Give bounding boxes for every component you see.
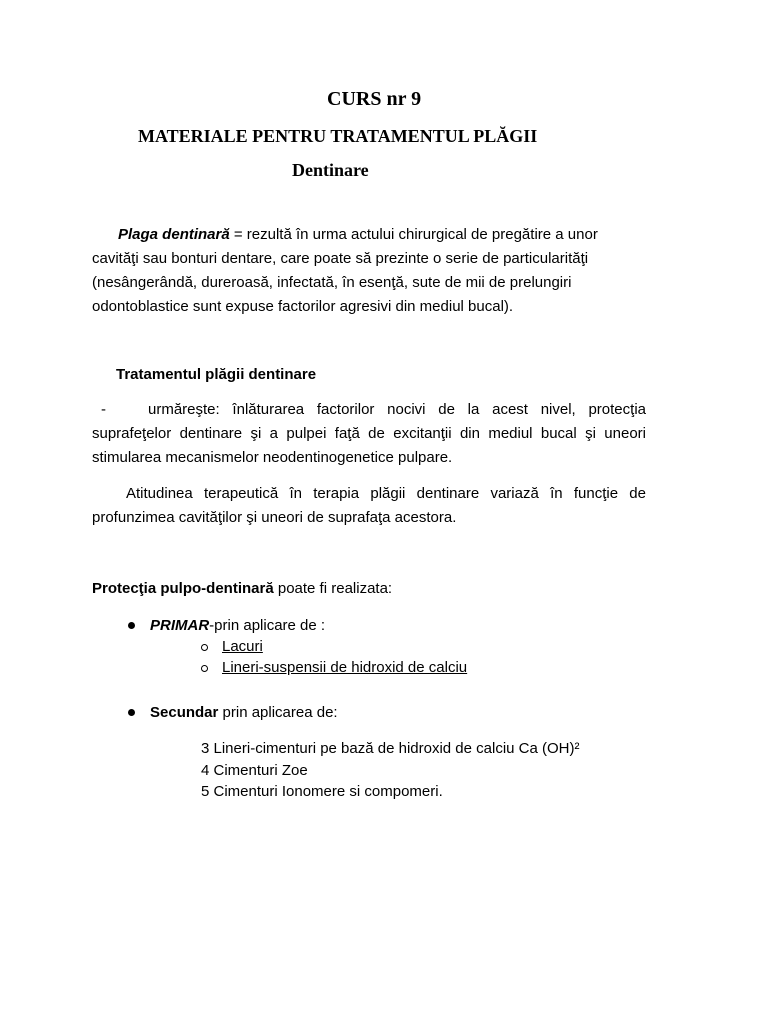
circle-bullet-icon bbox=[201, 665, 208, 672]
treatment-heading-text: Tratamentul plăgii dentinare bbox=[116, 366, 317, 383]
secundar-subitem: 5 Cimenturi Ionomere si compomeri. bbox=[201, 783, 443, 800]
treatment-heading bbox=[116, 363, 316, 387]
intro-term: Plaga dentinară bbox=[118, 226, 230, 243]
secundar-label: Secundar bbox=[150, 704, 219, 721]
secundar-subitem: 3 Lineri-cimenturi pe bază de hidroxid de calciu Ca (OH)² bbox=[201, 740, 580, 757]
treatment-line-2: suprafeţelor dentinare şi a pulpei faţă de excitanţii din mediul bucal şi uneori bbox=[92, 425, 646, 442]
protection-heading bbox=[92, 577, 392, 601]
protection-label: Protecţia pulpo-dentinară bbox=[92, 580, 274, 597]
intro-line-2: cavităţi sau bonturi dentare, care poate să prezinte o serie de particularităţi bbox=[92, 250, 589, 267]
primar-rest: -prin aplicare de : bbox=[209, 617, 326, 634]
document-subtitle: Dentinare bbox=[292, 160, 369, 180]
bullet-dot-icon bbox=[128, 709, 135, 716]
attitude-line-1: Atitudinea terapeutică în terapia plăgii dentinare variază în funcţie de bbox=[126, 485, 646, 502]
treatment-line-1: urmăreşte: înlăturarea factorilor nocivi de la acest nivel, protecţia bbox=[148, 401, 646, 418]
primar-subitem: Lineri-suspensii de hidroxid de calciu bbox=[222, 659, 468, 676]
circle-bullet-icon bbox=[201, 644, 208, 651]
secundar-subitem: 4 Cimenturi Zoe bbox=[201, 762, 308, 779]
primar-label: PRIMAR bbox=[150, 617, 210, 634]
treatment-dash: - bbox=[101, 401, 106, 418]
protection-rest: poate fi realizata: bbox=[273, 580, 393, 597]
intro-line-3: (nesângerândă, dureroasă, infectată, în esenţă, sute de mii de prelungiri bbox=[92, 274, 572, 291]
intro-line-4: odontoblastice sunt expuse factorilor agresivi din mediul bucal). bbox=[92, 298, 514, 315]
intro-definition: = rezultă în urma actului chirurgical de pregătire a unor bbox=[229, 226, 598, 243]
bullet-dot-icon bbox=[128, 622, 135, 629]
primar-subitem: Lacuri bbox=[222, 638, 263, 655]
document-title: MATERIALE PENTRU TRATAMENTUL PLĂGII bbox=[138, 126, 538, 146]
course-number: CURS nr 9 bbox=[327, 88, 422, 110]
intro-line-1 bbox=[118, 223, 598, 247]
secundar-rest: prin aplicarea de: bbox=[218, 704, 338, 721]
treatment-line-3: stimularea mecanismelor neodentinogenetice pulpare. bbox=[92, 449, 453, 466]
secundar-item bbox=[150, 701, 338, 725]
attitude-line-2: profunzimea cavităţilor şi uneori de suprafaţa acestora. bbox=[92, 509, 457, 526]
